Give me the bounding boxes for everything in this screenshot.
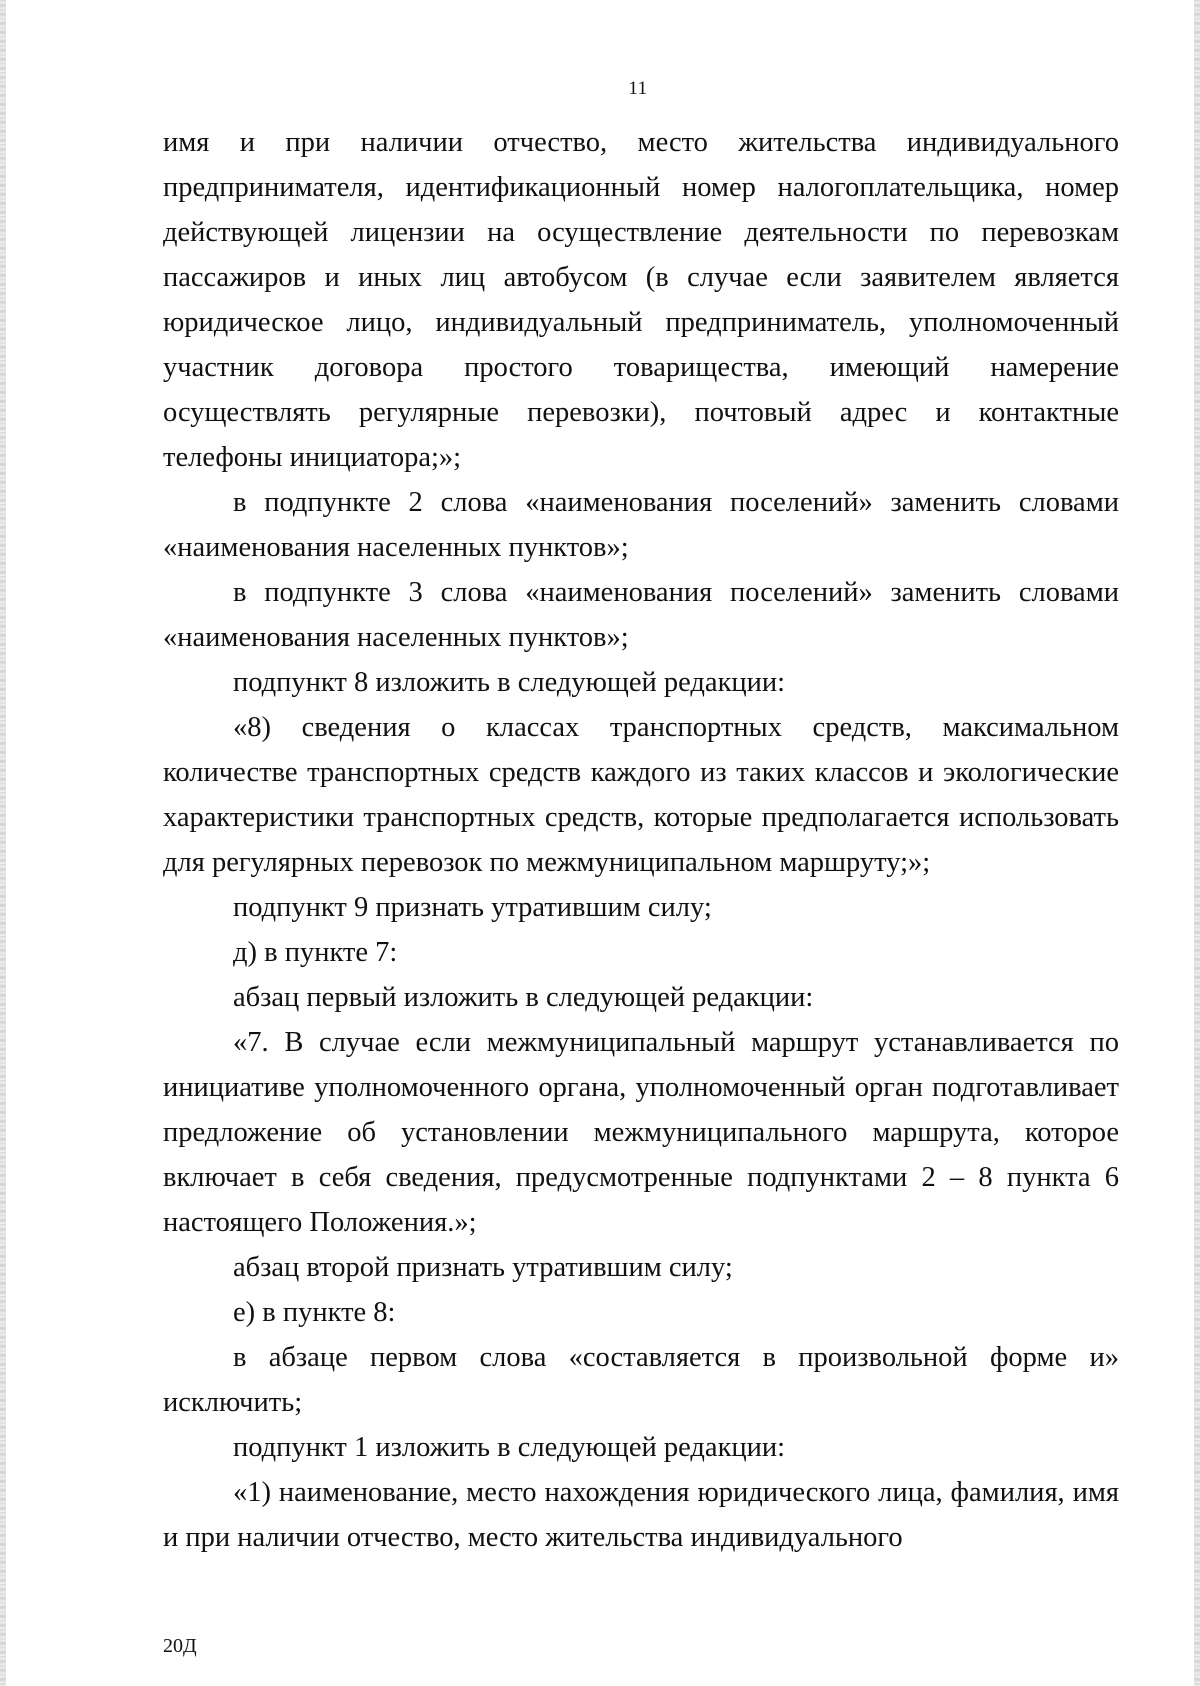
document-body: [163, 120, 1119, 1560]
paragraph: в подпункте 2 слова «наименования поселений» заменить словами «наименования населенных пунктов»;: [163, 487, 1119, 563]
footer-code: 20Д: [163, 1635, 197, 1657]
paragraph: д) в пункте 7:: [233, 937, 398, 968]
scan-edge-right: [1194, 0, 1200, 1686]
paragraph: «7. В случае если межмуниципальный маршрут устанавливается по инициативе уполномоченного органа, уполномоченный орган подготавливает предложение об установлении межмуниципального маршрута, которое включает в себя сведения, предусмотренные подпунктами 2 – 8 пункта 6 настоящего Положения.»;: [163, 1027, 1119, 1238]
paragraph: подпункт 8 изложить в следующей редакции:: [233, 667, 786, 698]
paragraph: подпункт 9 признать утратившим силу;: [233, 892, 712, 923]
paragraph: подпункт 1 изложить в следующей редакции:: [233, 1432, 786, 1463]
paragraph: абзац второй признать утратившим силу;: [233, 1252, 733, 1283]
paragraph: е) в пункте 8:: [233, 1297, 396, 1328]
scan-edge-left: [0, 0, 6, 1686]
paragraph: в подпункте 3 слова «наименования поселений» заменить словами «наименования населенных пунктов»;: [163, 577, 1119, 653]
paragraph: в абзаце первом слова «составляется в произвольной форме и» исключить;: [163, 1342, 1119, 1418]
paragraph: абзац первый изложить в следующей редакции:: [233, 982, 814, 1013]
paragraph: имя и при наличии отчество, место жительства индивидуального предпринимателя, идентификационный номер налогоплательщика, номер действующей лицензии на осуществление деятельности по перевозкам пассажиров и иных лиц автобусом (в случае если заявителем является юридическое лицо, индивидуальный предприниматель, уполномоченный участник договора простого товарищества, имеющий намерение осуществлять регулярные перевозки), почтовый адрес и контактные телефоны инициатора;»;: [163, 127, 1119, 473]
paragraph: «8) сведения о классах транспортных средств, максимальном количестве транспортных средств каждого из таких классов и экологические характеристики транспортных средств, которые предполагается использовать для регулярных перевозок по межмуниципальном маршруту;»;: [163, 712, 1119, 878]
page-number: 11: [628, 78, 648, 99]
paragraph: «1) наименование, место нахождения юридического лица, фамилия, имя и при наличии отчество, место жительства индивидуального: [163, 1477, 1119, 1553]
